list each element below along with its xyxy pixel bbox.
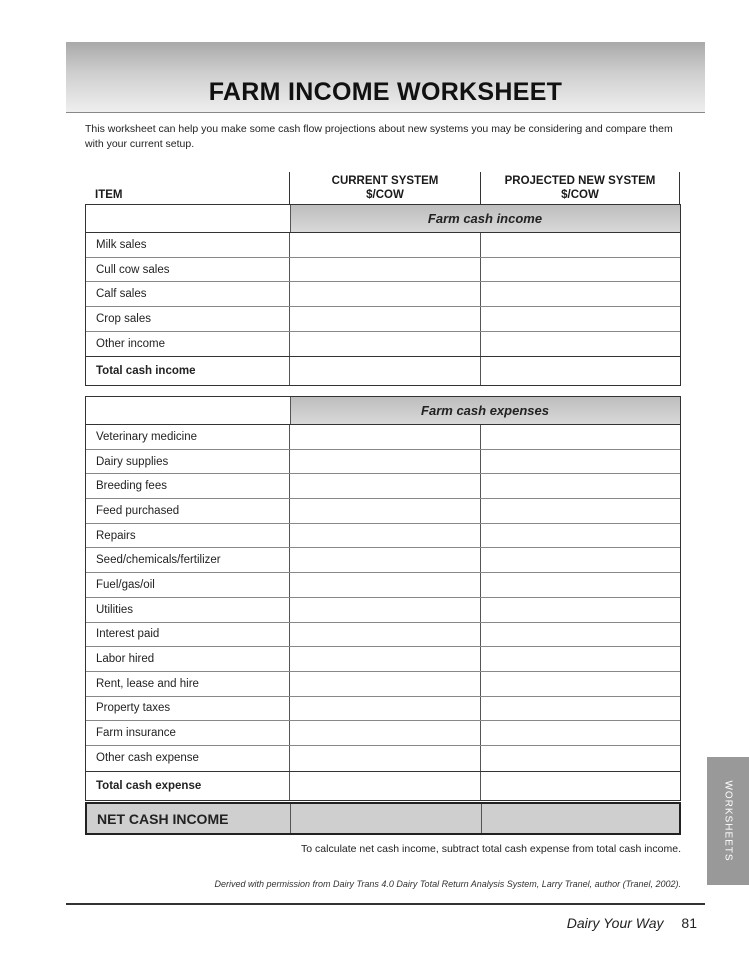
expense-table: [85, 396, 681, 801]
projected-income-field[interactable]: [481, 233, 672, 257]
item-column-header: [95, 188, 122, 202]
projected-expense-field[interactable]: [481, 647, 672, 671]
expense-row: [86, 573, 680, 598]
expense-item-label: Dairy supplies: [86, 450, 290, 474]
source-credit: Derived with permission from Dairy Trans 4.0 Dairy Total Return Analysis System, Larry Tranel, author (Tranel, 2002).: [214, 879, 681, 889]
current-expense-field[interactable]: [290, 474, 481, 498]
expense-row: [86, 524, 680, 549]
projected-expense-field[interactable]: [481, 672, 672, 696]
current-expense-field[interactable]: [290, 425, 481, 449]
current-expense-field[interactable]: [290, 573, 481, 597]
total-expense-row: [86, 771, 680, 800]
worksheets-side-tab: [707, 757, 749, 885]
header-divider-3: [679, 172, 680, 204]
expense-row: [86, 499, 680, 524]
projected-expense-field[interactable]: [481, 499, 672, 523]
projected-total-expense-field[interactable]: [481, 772, 672, 800]
current-expense-field[interactable]: [290, 672, 481, 696]
projected-header-line1: PROJECTED NEW SYSTEM: [504, 175, 656, 187]
income-row: [86, 307, 680, 332]
expense-section-header: [86, 397, 680, 425]
expense-heading: Farm cash expenses: [421, 403, 549, 418]
income-item-label: Milk sales: [86, 233, 290, 257]
current-income-field[interactable]: [290, 282, 481, 306]
current-expense-field[interactable]: [290, 746, 481, 771]
projected-income-field[interactable]: [481, 282, 672, 306]
current-expense-field[interactable]: [290, 697, 481, 721]
page-title: FARM INCOME WORKSHEET: [208, 78, 563, 106]
income-row: [86, 282, 680, 307]
income-item-label: Crop sales: [86, 307, 290, 331]
income-section-header: [86, 205, 680, 233]
current-header-line1: CURRENT SYSTEM: [331, 175, 439, 187]
projected-income-field[interactable]: [481, 332, 672, 357]
intro-text: This worksheet can help you make some cash flow projections about new systems you may be considering and compare them with your current setup.: [85, 123, 673, 150]
expense-row: [86, 548, 680, 573]
expense-item-label: Breeding fees: [86, 474, 290, 498]
income-row: [86, 233, 680, 258]
current-income-field[interactable]: [290, 233, 481, 257]
projected-expense-field[interactable]: [481, 548, 672, 572]
expense-row: [86, 623, 680, 648]
expense-row: [86, 474, 680, 499]
expense-row: [86, 647, 680, 672]
total-income-row: [86, 356, 680, 385]
income-item-label: Cull cow sales: [86, 258, 290, 282]
expense-row: [86, 598, 680, 623]
projected-net-field[interactable]: [482, 804, 673, 833]
total-income-label: Total cash income: [86, 357, 290, 385]
expense-item-label: Fuel/gas/oil: [86, 573, 290, 597]
income-table: [85, 204, 681, 386]
current-income-field[interactable]: [290, 258, 481, 282]
projected-expense-field[interactable]: [481, 623, 672, 647]
projected-expense-field[interactable]: [481, 721, 672, 745]
current-income-field[interactable]: [290, 307, 481, 331]
current-expense-field[interactable]: [290, 623, 481, 647]
projected-column-header: [481, 174, 679, 202]
net-cash-income-row: [85, 802, 681, 835]
page-number: 81: [681, 915, 697, 931]
expense-row: [86, 450, 680, 475]
current-total-expense-field[interactable]: [290, 772, 481, 800]
income-row: [86, 258, 680, 283]
title-band: [66, 42, 705, 113]
income-item-label: Calf sales: [86, 282, 290, 306]
projected-income-field[interactable]: [481, 307, 672, 331]
projected-expense-field[interactable]: [481, 474, 672, 498]
current-expense-field[interactable]: [290, 524, 481, 548]
current-net-field[interactable]: [291, 804, 482, 833]
expense-row: [86, 425, 680, 450]
expense-row: [86, 721, 680, 746]
current-header-line2: $/COW: [366, 189, 404, 201]
expense-item-label: Utilities: [86, 598, 290, 622]
total-expense-label: Total cash expense: [86, 772, 290, 800]
current-expense-field[interactable]: [290, 598, 481, 622]
projected-expense-field[interactable]: [481, 598, 672, 622]
page-footer: [567, 915, 697, 931]
expense-row: [86, 746, 680, 771]
projected-income-field[interactable]: [481, 258, 672, 282]
income-row: [86, 332, 680, 357]
expense-item-label: Veterinary medicine: [86, 425, 290, 449]
projected-expense-field[interactable]: [481, 450, 672, 474]
projected-expense-field[interactable]: [481, 573, 672, 597]
current-column-header: [290, 174, 480, 202]
projected-header-line2: $/COW: [561, 189, 599, 201]
current-expense-field[interactable]: [290, 548, 481, 572]
item-header-label: ITEM: [95, 189, 123, 201]
expense-item-label: Other cash expense: [86, 746, 290, 771]
projected-expense-field[interactable]: [481, 697, 672, 721]
projected-expense-field[interactable]: [481, 524, 672, 548]
projected-expense-field[interactable]: [481, 746, 672, 771]
expense-item-label: Rent, lease and hire: [86, 672, 290, 696]
current-expense-field[interactable]: [290, 499, 481, 523]
current-expense-field[interactable]: [290, 450, 481, 474]
current-total-income-field[interactable]: [290, 357, 481, 385]
expense-item-label: Seed/chemicals/fertilizer: [86, 548, 290, 572]
net-cash-income-label: NET CASH INCOME: [87, 804, 291, 833]
expense-item-label: Repairs: [86, 524, 290, 548]
footer-rule: [66, 903, 705, 905]
income-item-label: Other income: [86, 332, 290, 357]
expense-item-label: Interest paid: [86, 623, 290, 647]
income-heading: Farm cash income: [427, 211, 543, 226]
expense-item-label: Labor hired: [86, 647, 290, 671]
expense-row: [86, 672, 680, 697]
projected-expense-field[interactable]: [481, 425, 672, 449]
projected-total-income-field[interactable]: [481, 357, 672, 385]
side-tab-label: WORKSHEETS: [722, 780, 734, 862]
expense-item-label: Farm insurance: [86, 721, 290, 745]
current-expense-field[interactable]: [290, 721, 481, 745]
current-income-field[interactable]: [290, 332, 481, 357]
expense-row: [86, 697, 680, 722]
book-title: Dairy Your Way: [566, 915, 664, 931]
expense-item-label: Feed purchased: [86, 499, 290, 523]
current-expense-field[interactable]: [290, 647, 481, 671]
expense-item-label: Property taxes: [86, 697, 290, 721]
calculation-note: To calculate net cash income, subtract total cash expense from total cash income.: [301, 843, 681, 855]
